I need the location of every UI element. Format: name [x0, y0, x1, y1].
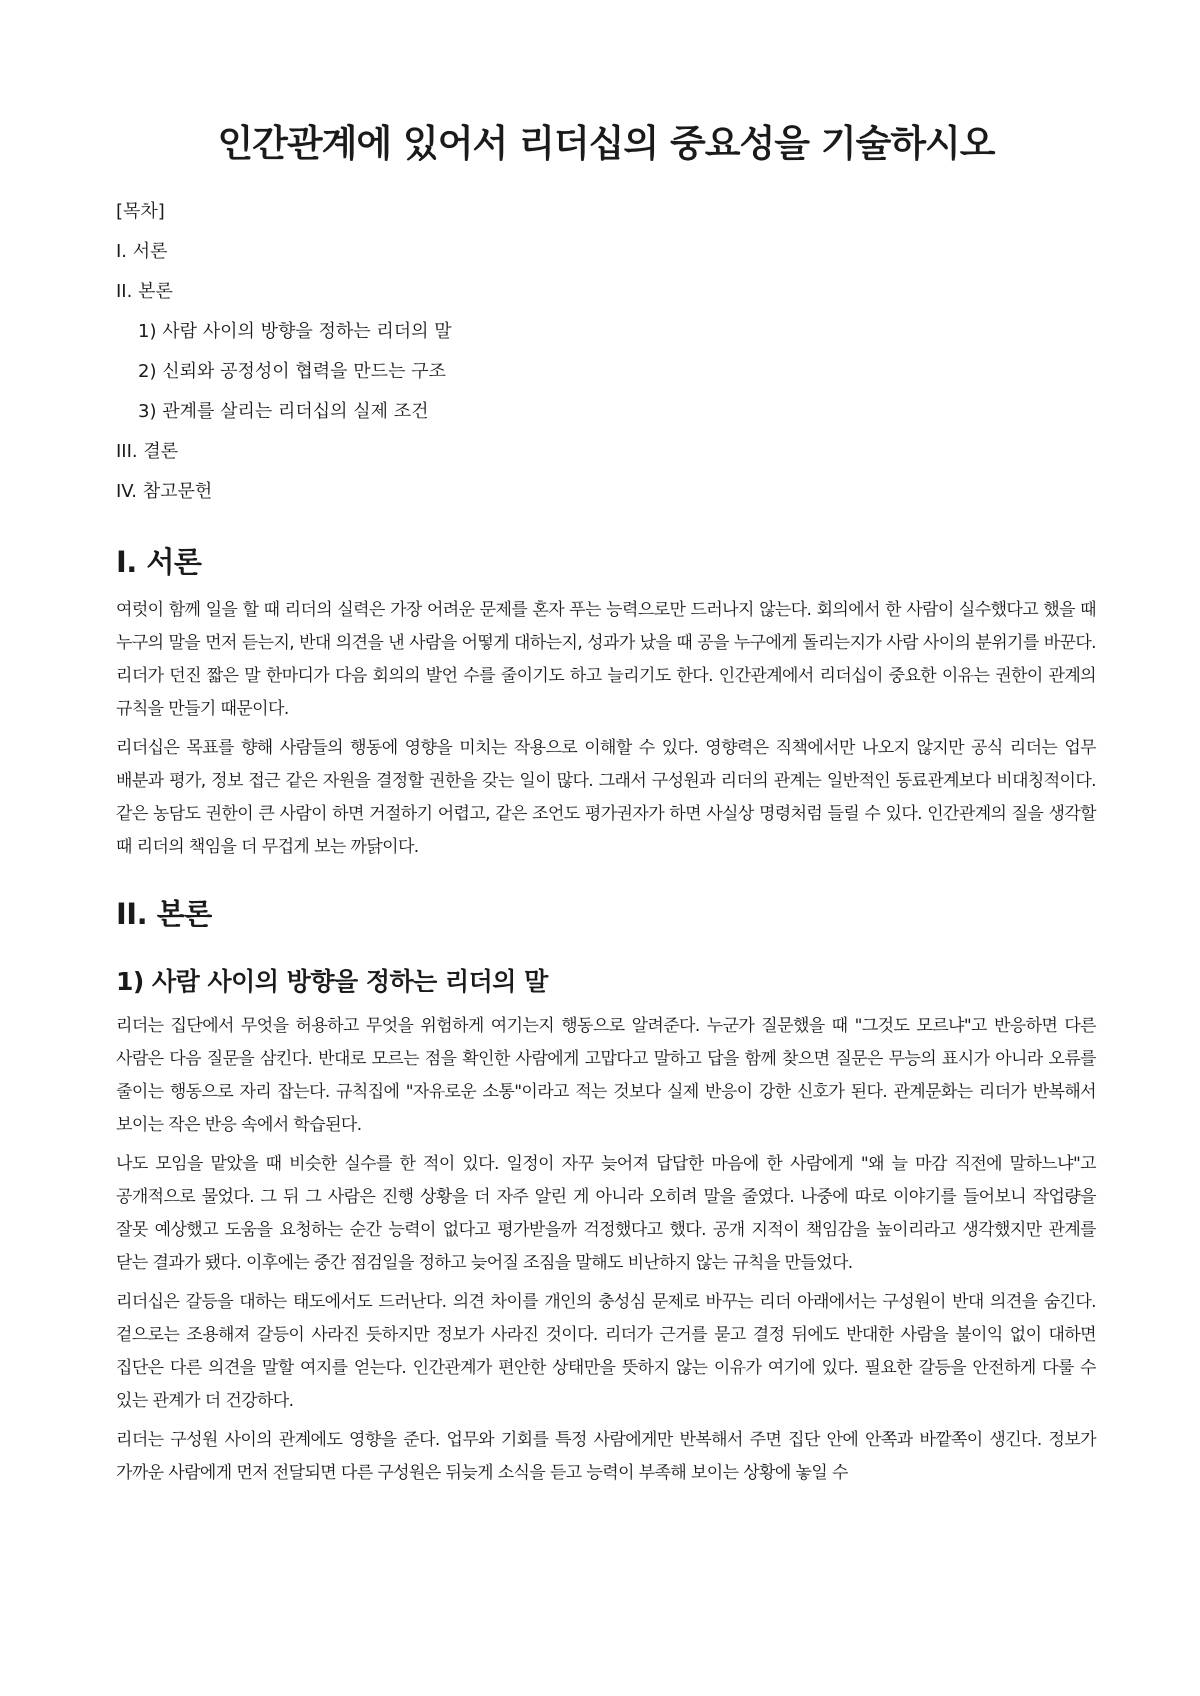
intro-paragraph-2: 리더십은 목표를 향해 사람들의 행동에 영향을 미치는 작용으로 이해할 수 있다. 영향력은 직책에서만 나오지 않지만 공식 리더는 업무 배분과 평가, 정보 접근 같은 자원을 결정할 권한을 갖는 일이 많다. 그래서 구성원과 리더의 관계는 일반적인 동료관계보다 비대칭적이다. 같은 농담도 권한이 큰 사람이 하면 거절하기 어렵고, 같은 조언도 평가권자가 하면 사실상 명령처럼 들릴 수 있다. 인간관계의 질을 생각할 때 리더의 책임을 더 무겁게 보는 까닭이다. — [116, 738, 1096, 857]
intro-paragraph-1: 여럿이 함께 일을 할 때 리더의 실력은 가장 어려운 문제를 혼자 푸는 능력으로만 드러나지 않는다. 회의에서 한 사람이 실수했다고 했을 때 누구의 말을 먼저 듣는지, 반대 의견을 낸 사람을 어떻게 대하는지, 성과가 났을 때 공을 누구에게 돌리는지가 사람 사이의 분위기를 바꾼다. 리더가 던진 짧은 말 한마디가 다음 회의의 발언 수를 줄이기도 하고 늘리기도 한다. 인간관계에서 리더십이 중요한 이유는 권한이 관계의 규칙을 만들기 때문이다. — [116, 600, 1096, 719]
toc-item-body-3: 3) 관계를 살리는 리더십의 실제 조건 — [138, 401, 429, 422]
toc-item-body: II. 본론 — [116, 281, 173, 302]
toc-item-intro: I. 서론 — [116, 241, 168, 262]
toc-item-body-2: 2) 신뢰와 공정성이 협력을 만드는 구조 — [138, 361, 446, 382]
document-title: 인간관계에 있어서 리더십의 중요성을 기술하시오 — [217, 122, 995, 165]
toc-heading: [목차] — [116, 201, 165, 222]
toc-item-references: IV. 참고문헌 — [116, 481, 213, 502]
subsection-heading-1: 1) 사람 사이의 방향을 정하는 리더의 말 — [116, 967, 548, 996]
body-paragraph-2: 나도 모임을 맡았을 때 비슷한 실수를 한 적이 있다. 일정이 자꾸 늦어져 답답한 마음에 한 사람에게 "왜 늘 마감 직전에 말하느냐"고 공개적으로 물었다. 그 뒤 그 사람은 진행 상황을 더 자주 알린 게 아니라 오히려 말을 줄였다. 나중에 따로 이야기를 들어보니 작업량을 잘못 예상했고 도움을 요청하는 순간 능력이 없다고 평가받을까 걱정했다고 했다. 공개 지적이 책임감을 높이리라고 생각했지만 관계를 닫는 결과가 됐다. 이후에는 중간 점검일을 정하고 늦어질 조짐을 말해도 비난하지 않는 규칙을 만들었다. — [116, 1154, 1096, 1273]
body-paragraph-3: 리더십은 갈등을 대하는 태도에서도 드러난다. 의견 차이를 개인의 충성심 문제로 바꾸는 리더 아래에서는 구성원이 반대 의견을 숨긴다. 겉으로는 조용해져 갈등이 사라진 듯하지만 정보가 사라진 것이다. 리더가 근거를 묻고 결정 뒤에도 반대한 사람을 불이익 없이 대하면 집단은 다른 의견을 말할 여지를 얻는다. 인간관계가 편안한 상태만을 뜻하지 않는 이유가 여기에 있다. 필요한 갈등을 안전하게 다룰 수 있는 관계가 더 건강하다. — [116, 1292, 1096, 1411]
section-heading-body: II. 본론 — [116, 897, 212, 931]
toc-item-body-1: 1) 사람 사이의 방향을 정하는 리더의 말 — [138, 321, 452, 342]
document-page — [116, 0, 1096, 1496]
body-paragraph-4: 리더는 구성원 사이의 관계에도 영향을 준다. 업무와 기회를 특정 사람에게만 반복해서 주면 집단 안에 안쪽과 바깥쪽이 생긴다. 정보가 가까운 사람에게 먼저 전달되면 다른 구성원은 뒤늦게 소식을 듣고 능력이 부족해 보이는 상황에 놓일 수 — [116, 1430, 1096, 1483]
section-heading-intro: I. 서론 — [116, 545, 202, 579]
toc-item-conclusion: III. 결론 — [116, 441, 179, 462]
body-paragraph-1: 리더는 집단에서 무엇을 허용하고 무엇을 위험하게 여기는지 행동으로 알려준다. 누군가 질문했을 때 "그것도 모르냐"고 반응하면 다른 사람은 다음 질문을 삼킨다. 반대로 모르는 점을 확인한 사람에게 고맙다고 말하고 답을 함께 찾으면 질문은 무능의 표시가 아니라 오류를 줄이는 행동으로 자리 잡는다. 규칙집에 "자유로운 소통"이라고 적는 것보다 실제 반응이 강한 신호가 된다. 관계문화는 리더가 반복해서 보이는 작은 반응 속에서 학습된다. — [116, 1016, 1096, 1135]
table-of-contents — [116, 192, 1096, 512]
